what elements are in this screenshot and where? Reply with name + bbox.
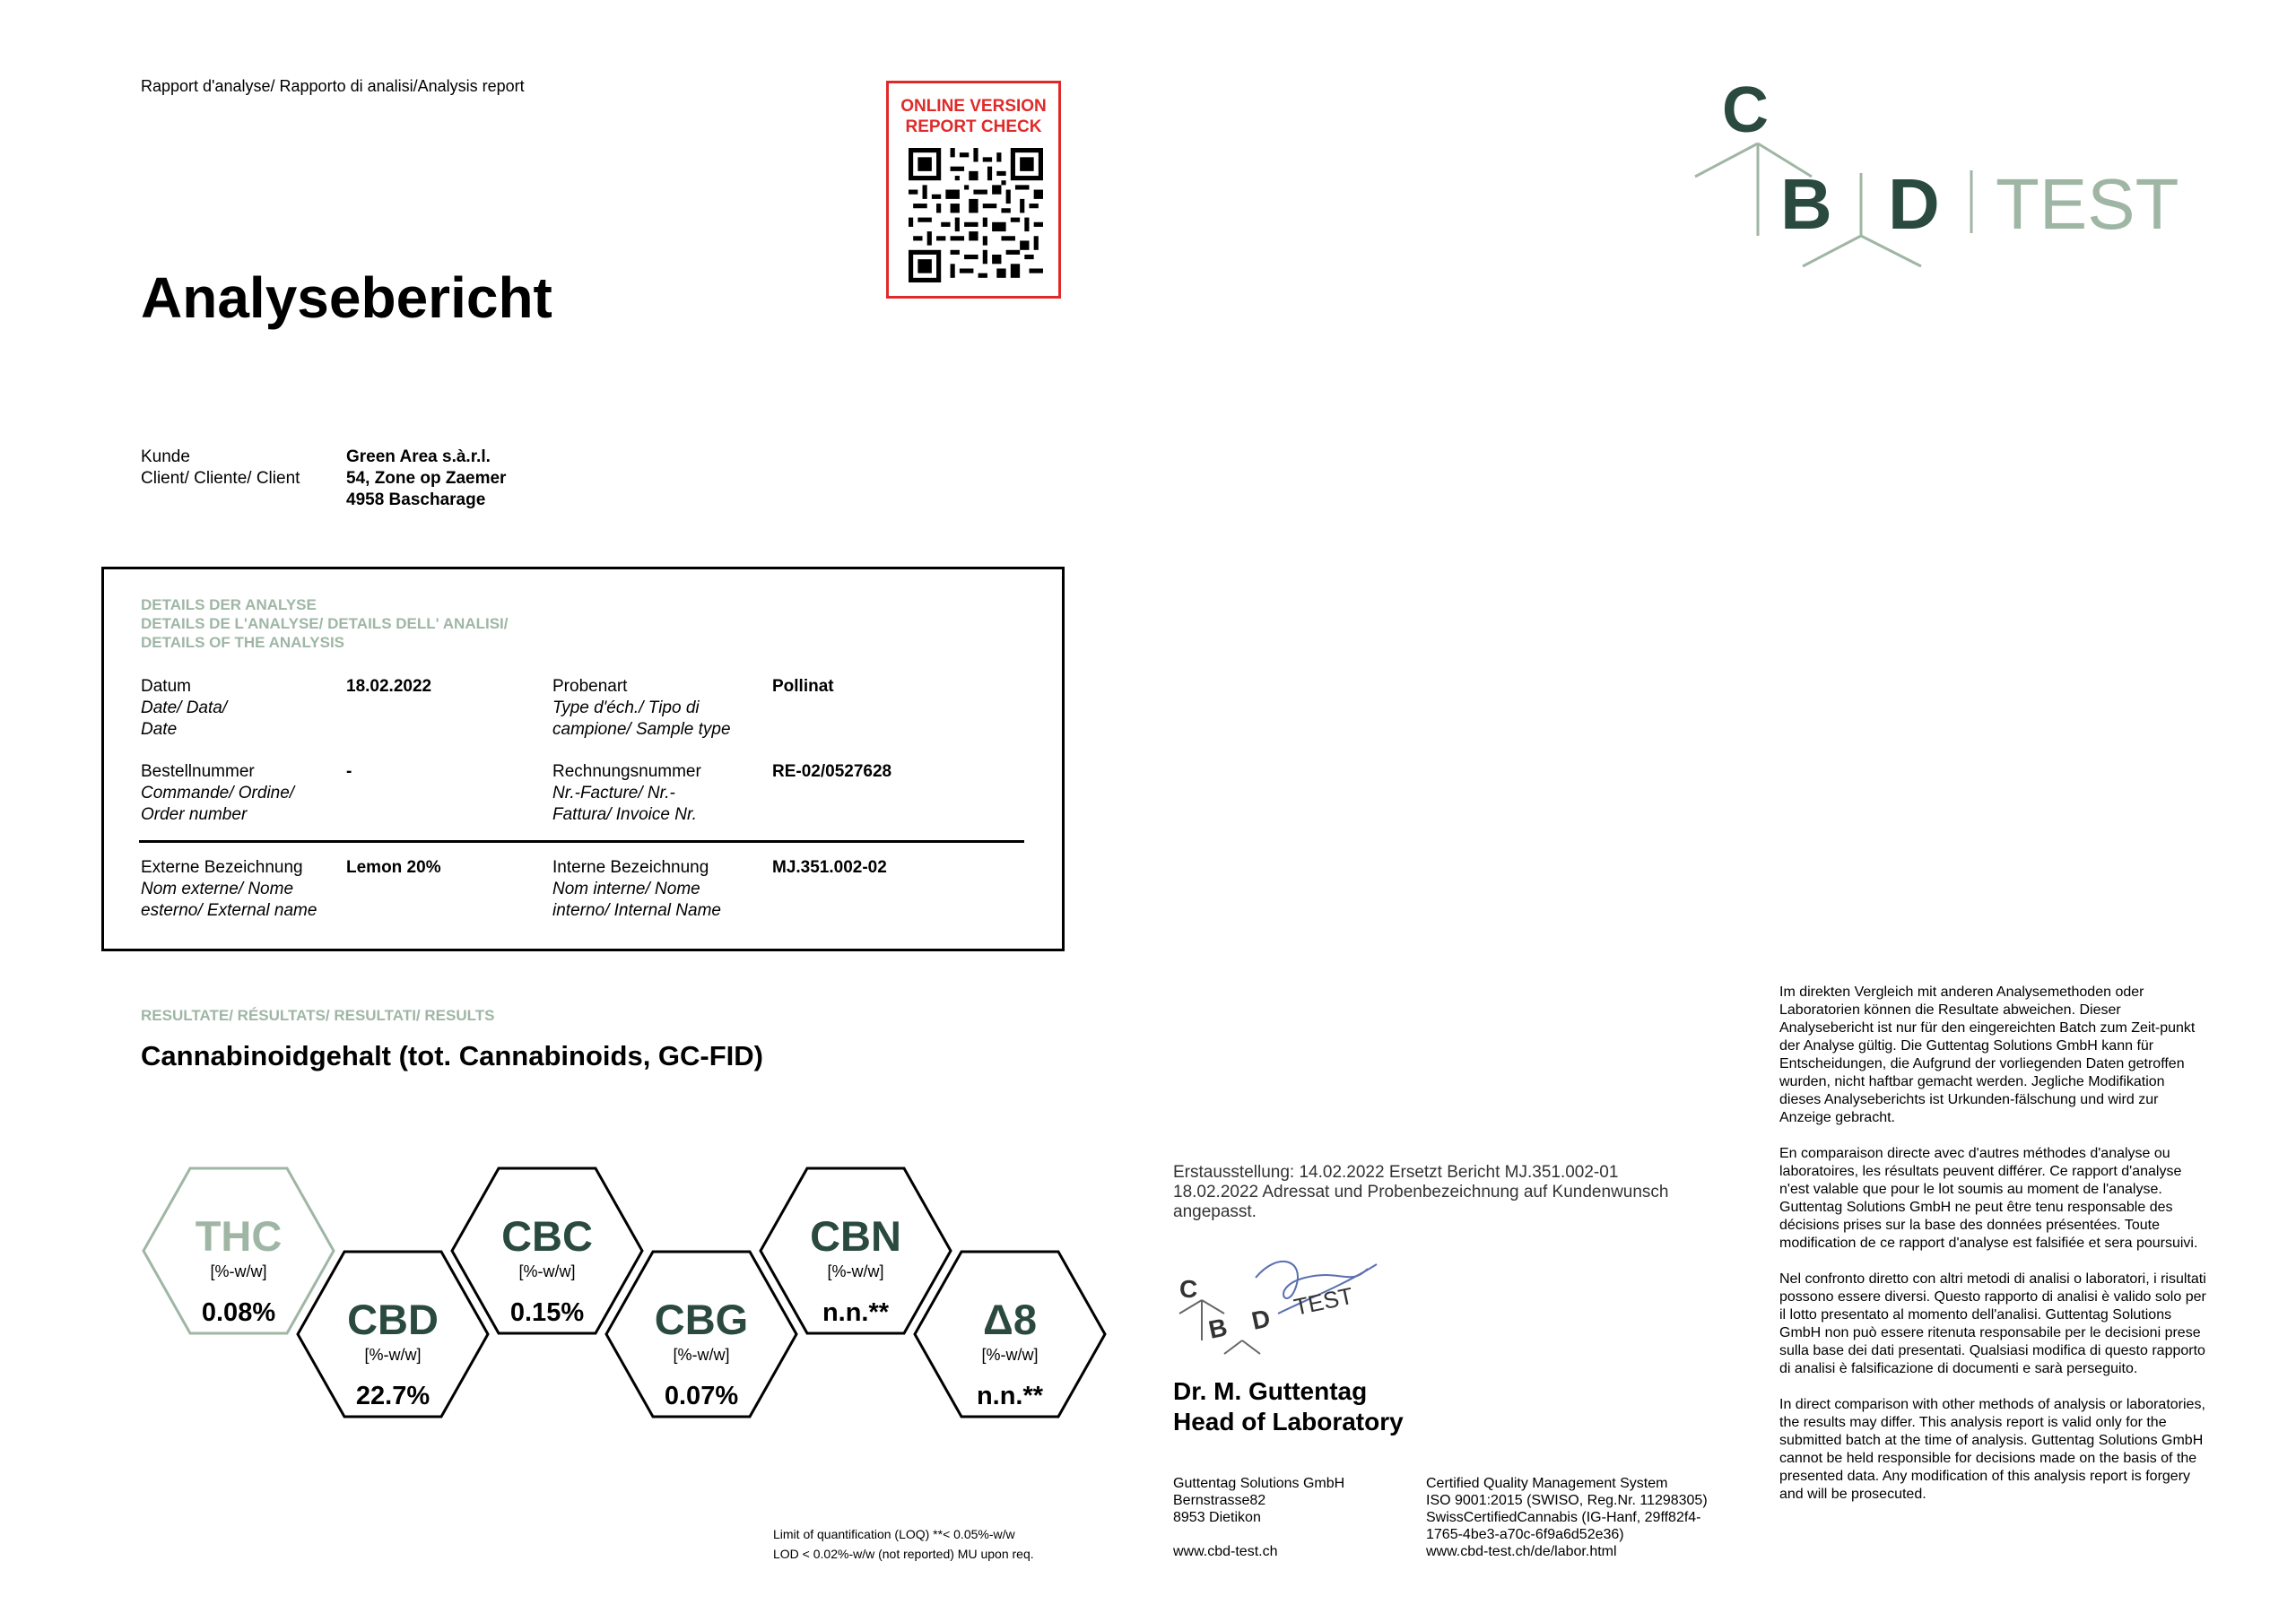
invoice-sub2: Fattura/ Invoice Nr. bbox=[552, 805, 697, 824]
online-report-check[interactable] bbox=[886, 81, 1061, 299]
internal-name-label-group bbox=[552, 857, 721, 922]
qr-code-icon[interactable] bbox=[909, 148, 1043, 282]
qr-caption-line2: REPORT CHECK bbox=[905, 117, 1042, 136]
order-value: - bbox=[346, 762, 352, 781]
hex-unit-cbd: [%-w/w] bbox=[364, 1346, 422, 1364]
client-label-multi: Client/ Cliente/ Client bbox=[141, 469, 300, 488]
sample-type-sub2: campione/ Sample type bbox=[552, 720, 731, 739]
invoice-label: Rechnungsnummer bbox=[552, 762, 701, 781]
company-street: Bernstrasse82 bbox=[1173, 1493, 1266, 1508]
details-heading-3: DETAILS OF THE ANALYSIS bbox=[141, 634, 345, 651]
details-divider bbox=[139, 840, 1024, 843]
cert-line4: 1765-4be3-a70c-6f9a6d52e36) bbox=[1426, 1527, 1624, 1542]
hex-value-cbd: 22.7% bbox=[355, 1382, 430, 1410]
invoice-label-group bbox=[552, 761, 701, 826]
hex-name-cbn: CBN bbox=[810, 1212, 901, 1260]
details-heading-2: DETAILS DE L'ANALYSE/ DETAILS DELL' ANALISI/ bbox=[141, 615, 509, 632]
quantification-notes bbox=[773, 1524, 1034, 1564]
signature-stamp-graphic bbox=[1170, 1251, 1386, 1367]
hex-name-cbg: CBG bbox=[654, 1296, 749, 1343]
sample-type-label-group bbox=[552, 676, 731, 741]
client-address bbox=[346, 447, 506, 511]
signatory-role: Head of Laboratory bbox=[1173, 1408, 1404, 1436]
date-label: Datum bbox=[141, 677, 191, 696]
date-value: 18.02.2022 bbox=[346, 677, 432, 696]
invoice-sub1: Nr.-Facture/ Nr.- bbox=[552, 784, 675, 802]
disclaimer bbox=[1779, 984, 2210, 1522]
svg-text:B: B bbox=[1205, 1313, 1231, 1344]
external-name-sub1: Nom externe/ Nome bbox=[141, 880, 294, 898]
sample-type-label: Probenart bbox=[552, 677, 628, 696]
signature-stamp bbox=[1170, 1251, 1386, 1372]
company-name: Guttentag Solutions GmbH bbox=[1173, 1476, 1345, 1491]
loq-note: Limit of quantification (LOQ) **< 0.05%-w/w bbox=[773, 1527, 1015, 1541]
signatory-name: Dr. M. Guttentag bbox=[1173, 1377, 1368, 1405]
svg-text:TEST: TEST bbox=[1292, 1281, 1356, 1321]
client-street: 54, Zone op Zaemer bbox=[346, 469, 507, 488]
page-title: Analysebericht bbox=[141, 265, 552, 330]
details-heading-1: DETAILS DER ANALYSE bbox=[141, 596, 317, 613]
lab-page-link[interactable]: www.cbd-test.ch/de/labor.html bbox=[1426, 1544, 1617, 1559]
details-heading bbox=[141, 595, 509, 652]
reissue-note bbox=[1173, 1163, 1702, 1222]
invoice-value: RE-02/0527628 bbox=[772, 762, 892, 781]
report-type-label: Rapport d'analyse/ Rapporto di analisi/Analysis report bbox=[141, 77, 525, 95]
svg-text:C: C bbox=[1179, 1275, 1198, 1303]
client-label bbox=[141, 447, 300, 490]
reissue-line1: Erstausstellung: 14.02.2022 Ersetzt Bericht MJ.351.002-01 bbox=[1173, 1163, 1619, 1182]
external-name-label-group bbox=[141, 857, 317, 922]
hex-delta8 bbox=[913, 1250, 1107, 1418]
internal-name-value: MJ.351.002-02 bbox=[772, 858, 887, 877]
external-name-sub2: esterno/ External name bbox=[141, 901, 317, 920]
client-label-de: Kunde bbox=[141, 447, 190, 466]
cbd-test-logo bbox=[1686, 76, 2188, 287]
qr-caption-line1: ONLINE VERSION bbox=[900, 97, 1047, 116]
company-city: 8953 Dietikon bbox=[1173, 1510, 1261, 1525]
signatory bbox=[1173, 1376, 1404, 1437]
date-label-group bbox=[141, 676, 227, 741]
date-sub2: Date bbox=[141, 720, 178, 739]
hex-value-cbc: 0.15% bbox=[509, 1298, 585, 1327]
disclaimer-fr: En comparaison directe avec d'autres méthodes d'analyse ou laboratoires, les résultats peuvent différer. Ce rapport d'analyse n'est valable que pour le lot soumis au moment de l'analyse. Guttentag Solutions GmbH ne peut être tenu responsable des décisions prises sur la base des données présentées. Toute modification de ce rapport d'analyse est falsifiée et sera poursuivi. bbox=[1779, 1146, 2198, 1251]
internal-name-sub1: Nom interne/ Nome bbox=[552, 880, 700, 898]
cert-line2: ISO 9001:2015 (SWISO, Reg.Nr. 11298305) bbox=[1426, 1493, 1708, 1508]
hex-name-cbd: CBD bbox=[347, 1296, 439, 1343]
cert-line1: Certified Quality Management System bbox=[1426, 1476, 1668, 1491]
hex-value-cbn: n.n.** bbox=[822, 1298, 890, 1327]
logo-word-test: TEST bbox=[1996, 164, 2179, 244]
logo-letter-d: D bbox=[1888, 164, 1940, 244]
hex-unit-cbc: [%-w/w] bbox=[518, 1262, 576, 1280]
hex-value-thc: 0.08% bbox=[201, 1298, 276, 1327]
date-sub1: Date/ Data/ bbox=[141, 698, 228, 717]
certifications bbox=[1426, 1475, 1708, 1560]
external-name-label: Externe Bezeichnung bbox=[141, 858, 303, 877]
logo-letter-b: B bbox=[1780, 164, 1832, 244]
hex-name-cbc: CBC bbox=[501, 1212, 593, 1260]
order-sub1: Commande/ Ordine/ bbox=[141, 784, 295, 802]
hex-name-thc: THC bbox=[195, 1212, 283, 1260]
disclaimer-it: Nel confronto diretto con altri metodi di analisi o laboratori, i risultati possono essere diversi. Questo rapporto di analisi è valido solo per il lotto presentato al momento dell'analisi. Guttentag Solutions GmbH non può essere ritenuta responsabile per le decisioni prese sulla base dei dati presentati. Qualsiasi modifica di questo rapporto di analisi è falsificazione di documenti e sarà perseguito. bbox=[1779, 1271, 2206, 1376]
svg-text:D: D bbox=[1248, 1304, 1274, 1335]
client-name: Green Area s.à.r.l. bbox=[346, 447, 491, 466]
external-name-value: Lemon 20% bbox=[346, 858, 441, 877]
lod-note: LOD < 0.02%-w/w (not reported) MU upon req. bbox=[773, 1547, 1034, 1561]
hex-value-delta8: n.n.** bbox=[976, 1382, 1044, 1410]
sample-type-value: Pollinat bbox=[772, 677, 834, 696]
client-city: 4958 Bascharage bbox=[346, 490, 486, 509]
sample-type-sub1: Type d'éch./ Tipo di bbox=[552, 698, 700, 717]
company-address bbox=[1173, 1475, 1344, 1560]
internal-name-label: Interne Bezeichnung bbox=[552, 858, 709, 877]
qr-caption bbox=[889, 96, 1058, 137]
results-heading: RESULTATE/ RÉSULTATS/ RESULTATI/ RESULTS bbox=[141, 1007, 495, 1024]
order-label-group bbox=[141, 761, 294, 826]
reissue-line2: 18.02.2022 Adressat und Probenbezeichnung auf Kundenwunsch bbox=[1173, 1183, 1669, 1201]
logo-graphic bbox=[1686, 76, 2188, 282]
order-sub2: Order number bbox=[141, 805, 248, 824]
logo-letter-c: C bbox=[1722, 76, 1769, 146]
order-label: Bestellnummer bbox=[141, 762, 255, 781]
results-title: Cannabinoidgehalt (tot. Cannabinoids, GC-FID) bbox=[141, 1040, 764, 1071]
disclaimer-en: In direct comparison with other methods of analysis or laboratories, the results may differ. This analysis report is valid only for the submitted batch at the time of analysis. Guttentag Solutions GmbH cannot be held responsible for decisions made on the basis of the presented data. Any modification of this analysis report is forgery and will be prosecuted. bbox=[1779, 1397, 2205, 1502]
hex-value-cbg: 0.07% bbox=[664, 1382, 739, 1410]
cert-line3: SwissCertifiedCannabis (IG-Hanf, 29ff82f4- bbox=[1426, 1510, 1701, 1525]
company-website-link[interactable]: www.cbd-test.ch bbox=[1173, 1544, 1278, 1559]
internal-name-sub2: interno/ Internal Name bbox=[552, 901, 721, 920]
hex-unit-thc: [%-w/w] bbox=[210, 1262, 267, 1280]
hex-unit-cbn: [%-w/w] bbox=[827, 1262, 884, 1280]
hex-unit-cbg: [%-w/w] bbox=[673, 1346, 730, 1364]
reissue-line3: angepasst. bbox=[1173, 1202, 1257, 1221]
disclaimer-de: Im direkten Vergleich mit anderen Analysemethoden oder Laboratorien können die Resultate abweichen. Dieser Analysebericht ist nur für den eingereichten Batch zum Zeit-punkt der Analyse gültig. Die Guttentag Solutions GmbH kann für Entscheidungen, die Aufgrund der vorliegenden Daten getroffen wurden, nicht haftbar gemacht werden. Jegliche Modifikation dieses Analyseberichts ist Urkunden-fälschung und wird zur Anzeige gebracht. bbox=[1779, 984, 2196, 1125]
hex-name-delta8: Δ8 bbox=[983, 1296, 1037, 1343]
hex-unit-delta8: [%-w/w] bbox=[981, 1346, 1039, 1364]
